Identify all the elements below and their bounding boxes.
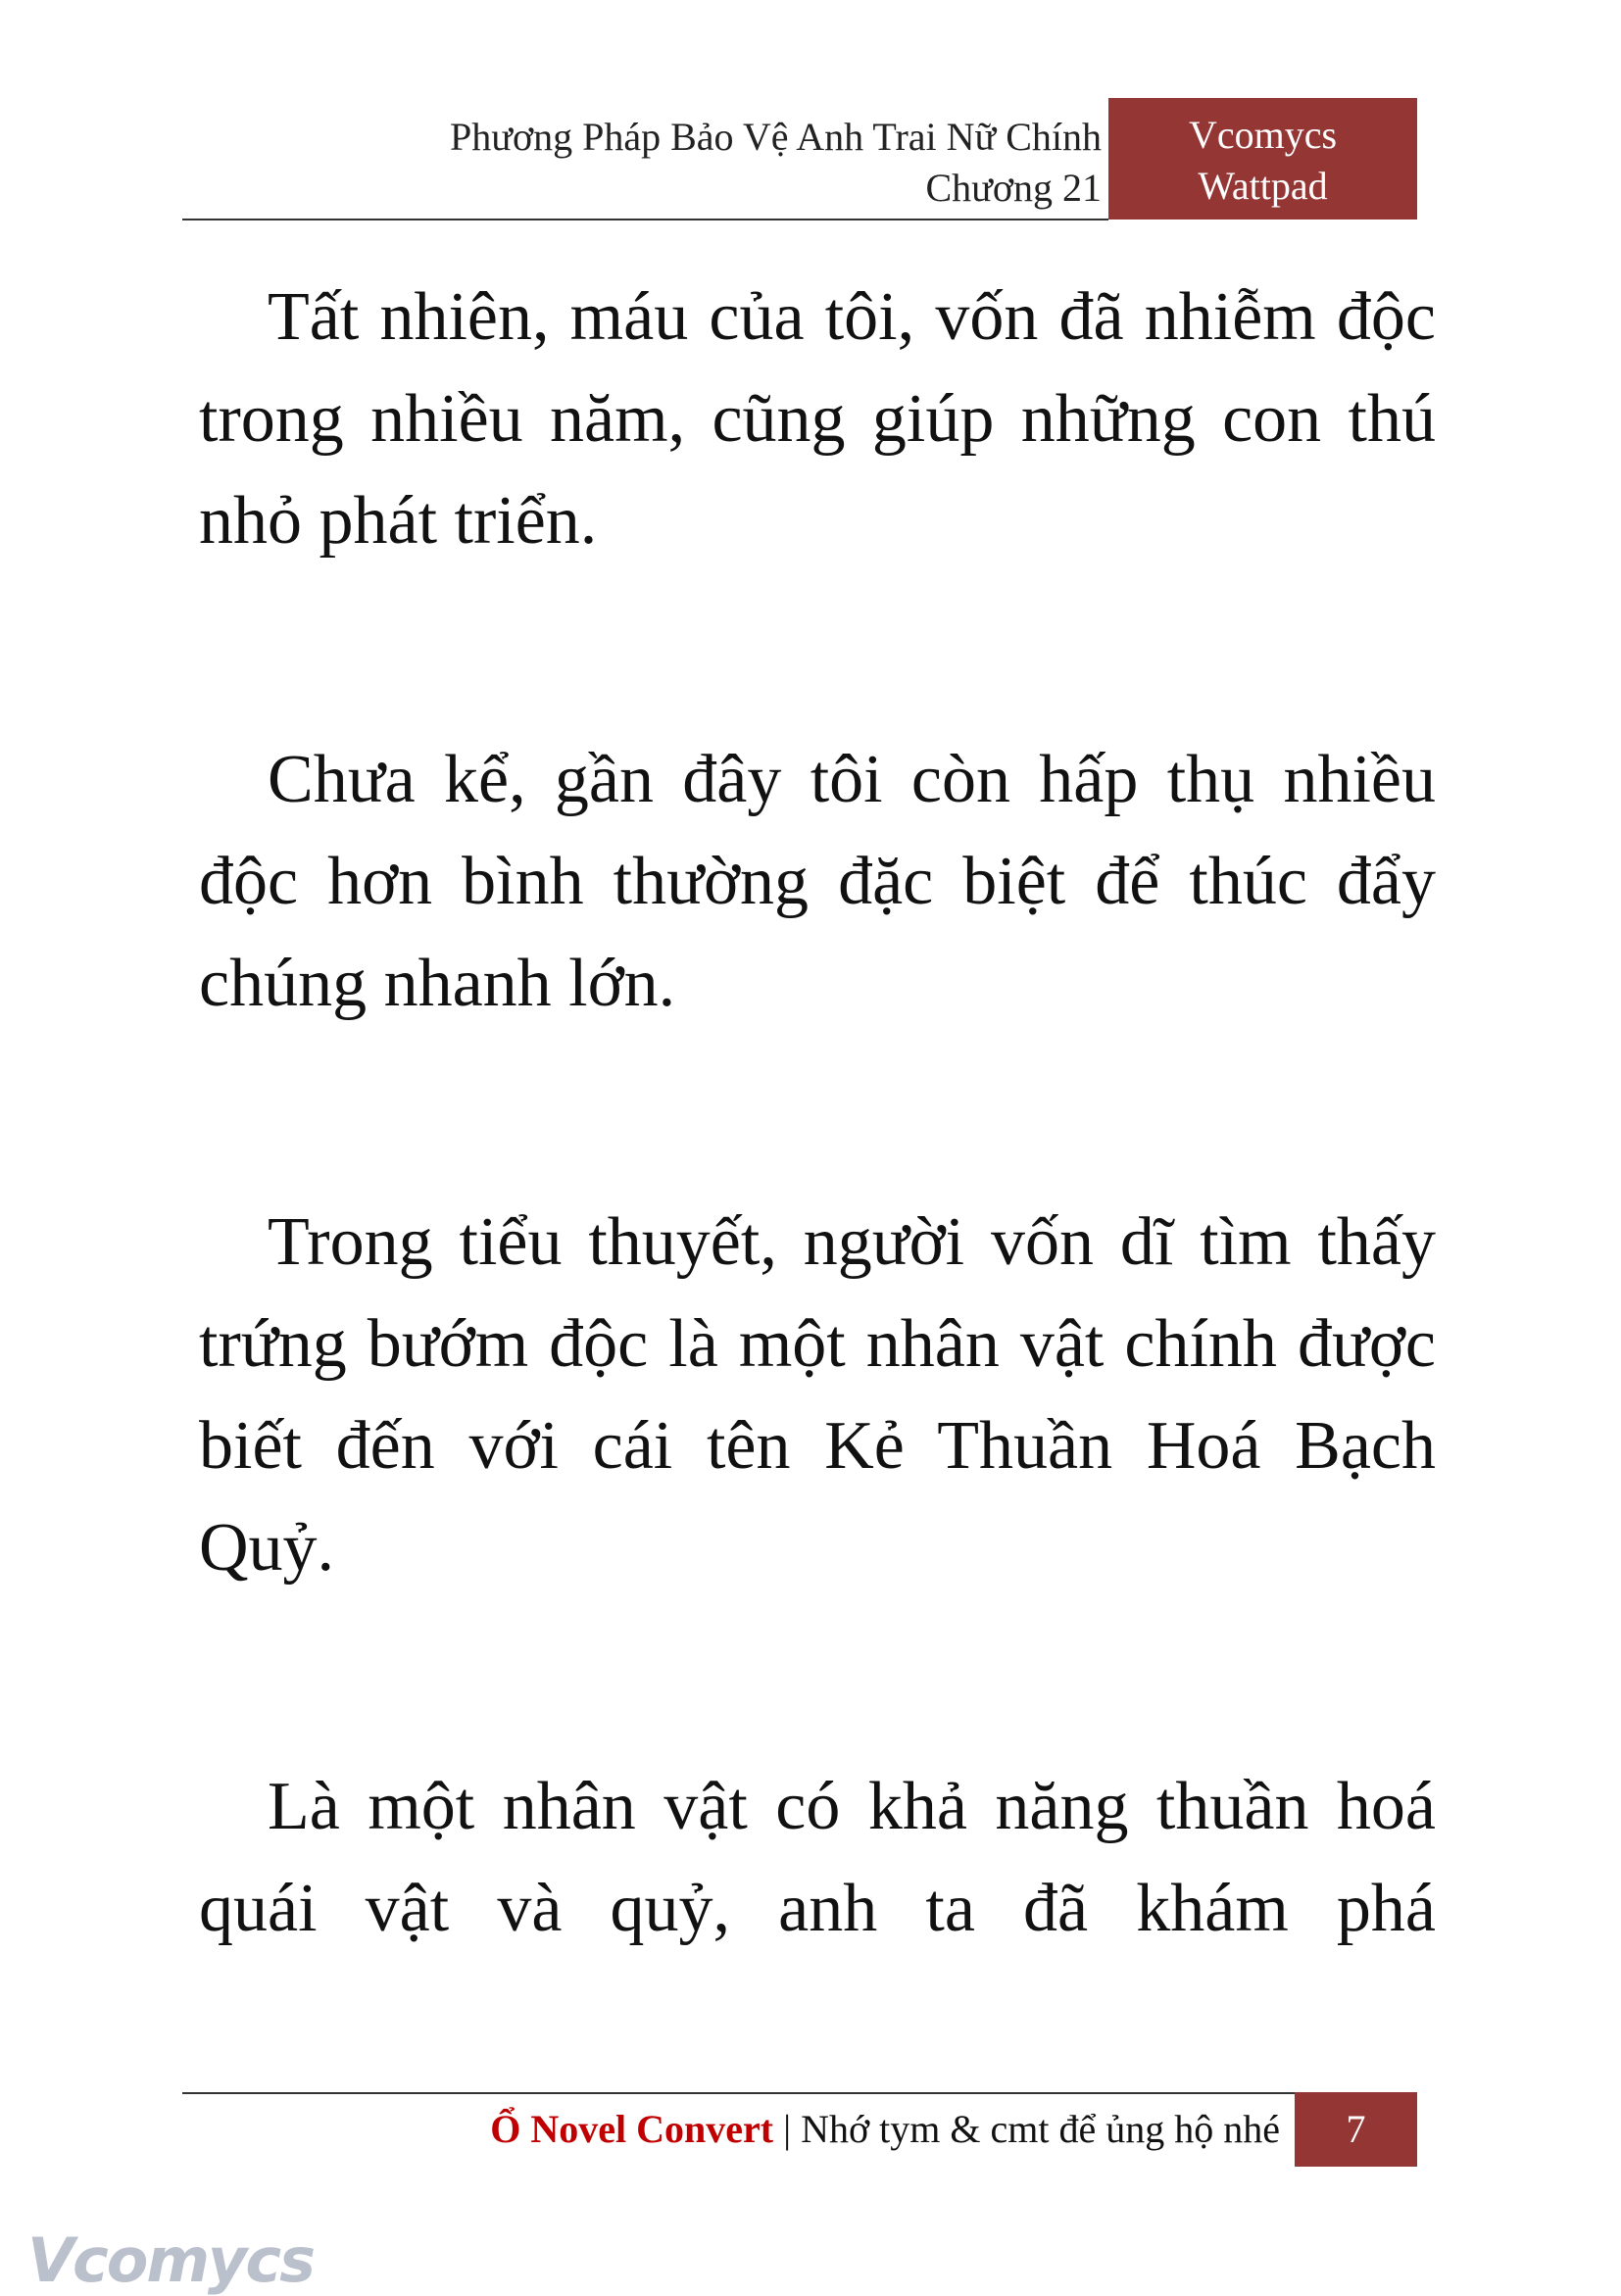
footer-separator: | xyxy=(773,2107,802,2151)
page-header xyxy=(182,98,1417,220)
book-title: Phương Pháp Bảo Vệ Anh Trai Nữ Chính xyxy=(450,115,1102,159)
page-content xyxy=(199,267,1436,2117)
footer-divider xyxy=(182,2092,1300,2094)
header-divider xyxy=(182,219,1108,220)
watermark-logo: Vcomycs xyxy=(27,2224,315,2296)
page-footer xyxy=(182,2092,1417,2167)
source-badge xyxy=(1108,98,1417,220)
badge-line-vcomycs: Vcomycs xyxy=(1188,113,1338,157)
page-number: 7 xyxy=(1295,2092,1417,2167)
paragraph-1: Tất nhiên, máu của tôi, vốn đã nhiễm độc trong nhiều năm, cũng giúp những con thú nhỏ phát triển. xyxy=(199,279,1436,559)
paragraph-3: Trong tiểu thuyết, người vốn dĩ tìm thấy trứng bướm độc là một nhân vật chính được biết đến với cái tên Kẻ Thuần Hoá Bạch Quỷ. xyxy=(199,1204,1436,1586)
paragraph-4: Là một nhân vật có khả năng thuần hoá quái vật và quỷ, anh ta đã khám phá xyxy=(199,1769,1436,1946)
footer-message: Nhớ tym & cmt để ủng hộ nhé xyxy=(801,2107,1280,2151)
footer-text xyxy=(490,2102,1280,2157)
paragraph-2: Chưa kể, gần đây tôi còn hấp thụ nhiều độc hơn bình thường đặc biệt để thúc đẩy chúng nhanh lớn. xyxy=(199,742,1436,1021)
footer-brand: Ổ Novel Convert xyxy=(490,2107,774,2151)
badge-line-wattpad: Wattpad xyxy=(1198,164,1328,208)
chapter-label: Chương 21 xyxy=(925,166,1102,210)
header-title-block xyxy=(450,112,1102,214)
